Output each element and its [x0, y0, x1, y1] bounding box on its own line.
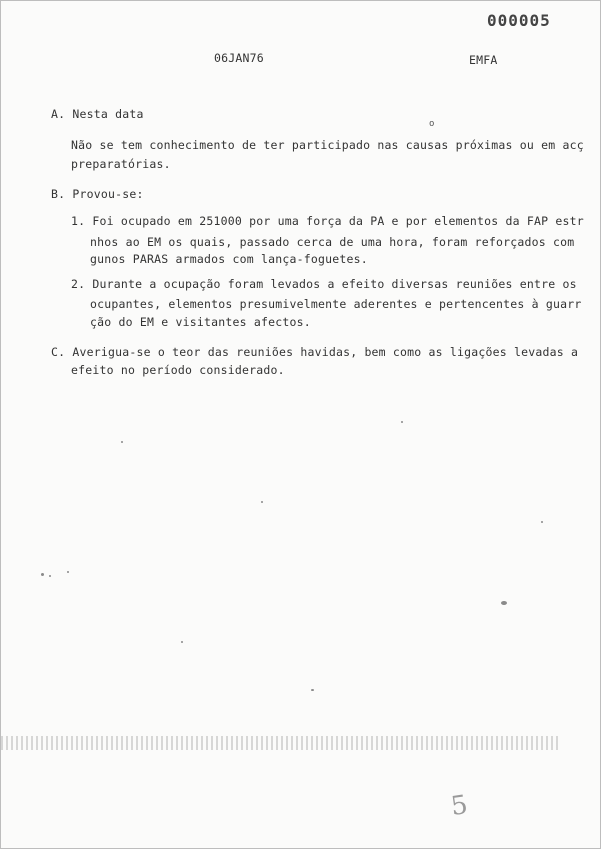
scan-noise-stripe	[1, 736, 561, 750]
section-b-item-1-line-3: gunos PARAS armados com lança-foguetes.	[90, 252, 368, 266]
scan-speck	[67, 571, 69, 573]
section-b-item-1-line-2: nhos ao EM os quais, passado cerca de uma hora, foram reforçados com	[90, 235, 575, 249]
office-code: EMFA	[469, 53, 498, 67]
section-a-line-2: preparatórias.	[71, 157, 171, 171]
section-b-label: B. Provou-se:	[51, 187, 144, 201]
scan-speck	[261, 501, 263, 503]
section-a-line-1: Não se tem conhecimento de ter participado nas causas próximas ou em acç	[71, 138, 584, 152]
circle-mark: o	[429, 119, 435, 129]
section-c-line-1: C. Averigua-se o teor das reuniões havidas, bem como as ligações levadas a	[51, 345, 579, 359]
section-a-label: A. Nesta data	[51, 107, 144, 121]
scan-speck	[181, 641, 183, 643]
scan-speck	[501, 601, 507, 605]
scan-speck	[41, 573, 44, 576]
section-b-item-2-line-2: ocupantes, elementos presumivelmente aderentes e pertencentes à guarr	[90, 297, 582, 311]
handwritten-mark: 5	[448, 789, 470, 823]
section-b-item-1-line-1: 1. Foi ocupado em 251000 por uma força da PA e por elementos da FAP estr	[71, 214, 584, 228]
scan-speck	[49, 575, 51, 577]
document-date: 06JAN76	[214, 51, 264, 65]
section-b-item-2-line-1: 2. Durante a ocupação foram levados a efeito diversas reuniões entre os	[71, 277, 577, 291]
section-b-item-2-line-3: ção do EM e visitantes afectos.	[90, 315, 311, 329]
scan-speck	[121, 441, 123, 443]
page-number: 000005	[487, 11, 551, 30]
scan-speck	[541, 521, 543, 523]
scan-speck	[401, 421, 403, 423]
section-c-line-2: efeito no período considerado.	[71, 363, 285, 377]
scan-speck	[311, 689, 314, 691]
